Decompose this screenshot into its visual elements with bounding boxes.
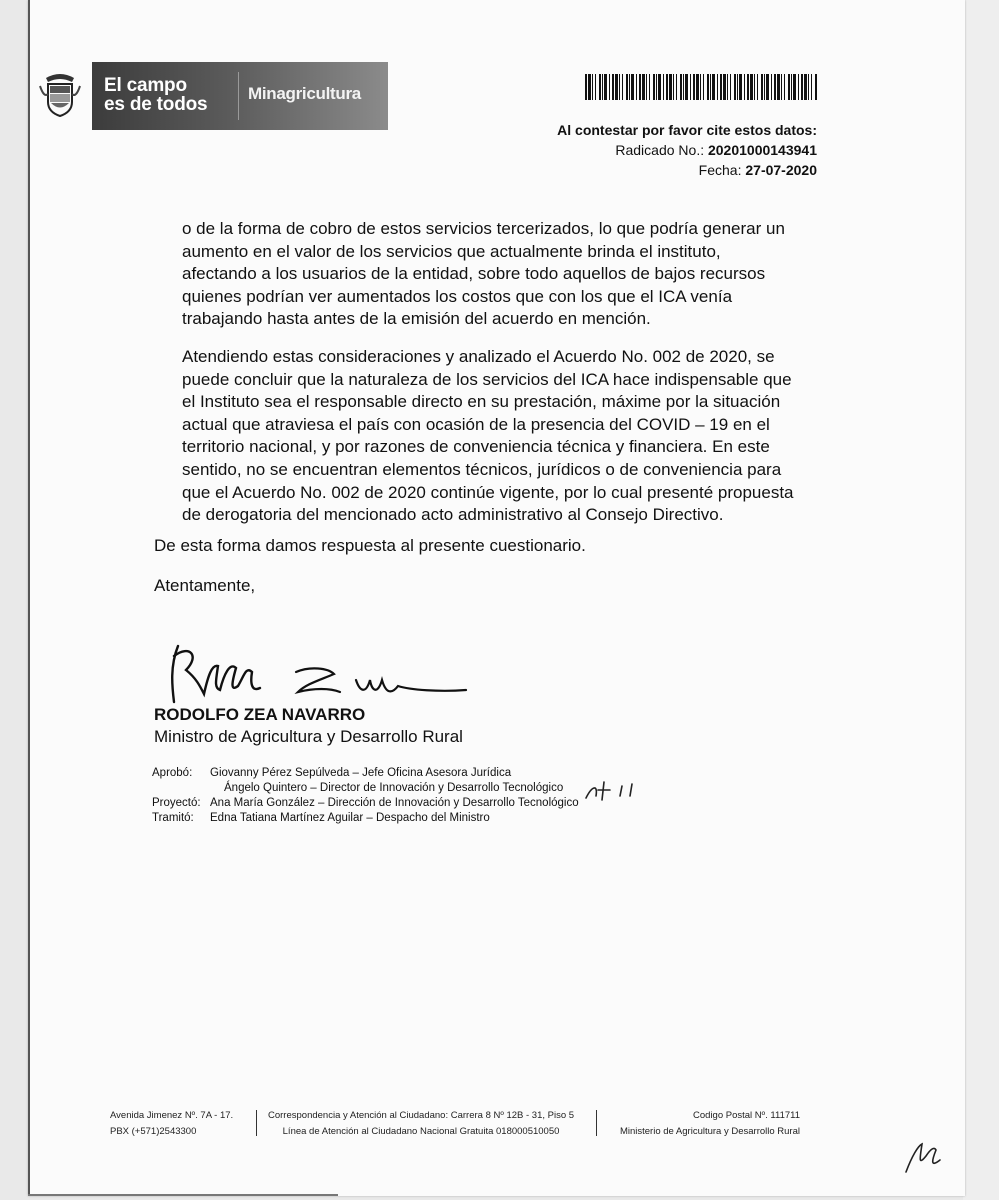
footer-postal — [604, 1108, 800, 1140]
paragraph-line: quienes podrían ver aumentados los costos que con los que el ICA venía — [182, 286, 733, 306]
cite-instruction: Al contestar por favor cite estos datos: — [557, 122, 817, 138]
handwritten-signature — [160, 636, 480, 716]
paragraph-line: aumento en el valor de los servicios que actualmente brinda el instituto, — [182, 241, 721, 261]
tramito-label: Tramitó: — [152, 812, 194, 824]
response-statement: De esta forma damos respuesta al presente cuestionario. — [154, 536, 586, 555]
handwritten-initials — [582, 778, 642, 804]
fecha-row — [557, 160, 817, 180]
scan-margin — [963, 0, 999, 1200]
paragraph-line: puede concluir que la naturaleza de los servicios del ICA hace indispensable que — [182, 369, 792, 389]
fecha-label: Fecha: — [698, 162, 742, 178]
aprobo-person-2: Ángelo Quintero – Director de Innovación y Desarrollo Tecnológico — [224, 782, 564, 794]
aprobo-person-1: Giovanny Pérez Sepúlveda – Jefe Oficina Asesora Jurídica — [210, 767, 512, 779]
coat-of-arms-icon — [38, 72, 82, 118]
radicado-label: Radicado No.: — [615, 142, 705, 158]
margin-initials — [900, 1136, 950, 1178]
paragraph-line: territorio nacional, y por razones de conveniencia técnica y financiera. En este — [182, 437, 770, 457]
credit-row — [152, 766, 579, 781]
brand-slogan — [104, 76, 207, 114]
footer-correspondence-line: Correspondencia y Atención al Ciudadano: Carrera 8 Nº 12B - 31, Piso 5 — [268, 1110, 575, 1121]
footer-postal-code: Codigo Postal Nº. 111711 — [693, 1110, 800, 1121]
paragraph-line: o de la forma de cobro de estos servicios tercerizados, lo que podría generar un — [182, 219, 785, 238]
paragraph-line: Atendiendo estas consideraciones y analizado el Acuerdo No. 002 de 2020, se — [182, 347, 775, 366]
document-page — [28, 0, 965, 1196]
brand-logo — [92, 62, 388, 130]
footer-hotline: Línea de Atención al Ciudadano Nacional Gratuita 018000510050 — [282, 1126, 560, 1137]
footer-divider — [596, 1110, 597, 1136]
page-bottom-edge — [28, 1194, 338, 1196]
footer-phone: PBX (+571)2543300 — [110, 1126, 197, 1137]
paragraph-line: de derogatoria del mencionado acto administrativo al Consejo Directivo. — [182, 505, 724, 525]
proyecto-label: Proyectó: — [152, 797, 201, 809]
paragraph-line: el Instituto sea el responsable directo en su prestación, máxime por la situación — [182, 392, 781, 412]
paragraph-line: afectando a los usuarios de la entidad, sobre todo aquellos de bajos recursos — [182, 264, 766, 284]
paragraph-1 — [182, 218, 832, 331]
radicado-value: 20201000143941 — [707, 142, 817, 158]
brand-slogan-line2: es de todos — [104, 94, 208, 115]
footer-divider — [256, 1110, 257, 1136]
paragraph-line: trabajando hasta antes de la emisión del acuerdo en mención. — [182, 309, 651, 329]
credit-row — [152, 796, 579, 811]
paragraph-line: que el Acuerdo No. 002 de 2020 continúe vigente, por lo cual presenté propuesta — [182, 482, 794, 502]
footer-address — [110, 1108, 233, 1140]
aprobo-label: Aprobó: — [152, 767, 193, 779]
ministry-logo-text: Minagricultura — [248, 84, 361, 103]
tramito-person: Edna Tatiana Martínez Aguilar – Despacho del Ministro — [210, 812, 490, 824]
fecha-value: 27-07-2020 — [745, 162, 817, 178]
approval-credits — [152, 766, 579, 826]
signer-name: RODOLFO ZEA NAVARRO — [154, 705, 366, 724]
paragraph-2 — [182, 346, 832, 527]
barcode-icon — [585, 74, 819, 100]
footer-correspondence — [268, 1108, 574, 1140]
credit-row — [152, 811, 579, 826]
proyecto-person: Ana María González – Dirección de Innovación y Desarrollo Tecnológico — [210, 797, 579, 809]
radicado-row — [557, 140, 817, 160]
brand-slogan-line1: El campo — [104, 75, 187, 96]
footer-ministry: Ministerio de Agricultura y Desarrollo Rural — [619, 1126, 800, 1137]
paragraph-line: actual que atraviesa el país con ocasión de la presencia del COVID – 19 en el — [182, 414, 770, 434]
logo-divider — [238, 72, 239, 120]
paragraph-line: sentido, no se encuentran elementos técnicos, jurídicos o de conveniencia para — [182, 459, 782, 479]
closing-salutation: Atentamente, — [154, 576, 256, 595]
citation-block — [557, 120, 817, 180]
footer-address-line: Avenida Jimenez Nº. 7A - 17. — [110, 1110, 234, 1121]
credit-row — [152, 781, 579, 796]
signer-title: Ministro de Agricultura y Desarrollo Rural — [154, 727, 463, 746]
